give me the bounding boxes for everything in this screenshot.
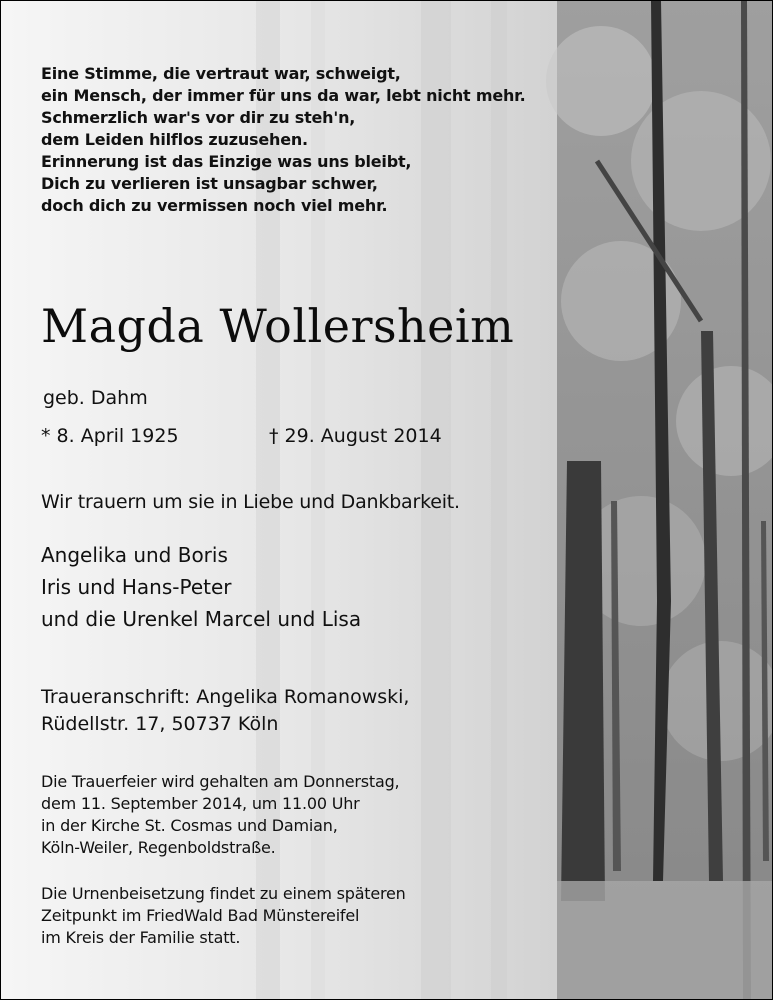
death-date: † 29. August 2014: [269, 425, 442, 447]
burial-line: Zeitpunkt im FriedWald Bad Münstereifel: [41, 906, 360, 925]
ceremony-line: Köln-Weiler, Regenboldstraße.: [41, 838, 276, 857]
deceased-name: Magda Wollersheim: [41, 299, 515, 353]
burial-line: Die Urnenbeisetzung findet zu einem späteren: [41, 884, 406, 903]
family-member: Angelika und Boris: [41, 543, 228, 567]
burial-info: [41, 883, 406, 949]
poem-line: Erinnerung ist das Einzige was uns bleibt,: [41, 152, 412, 171]
ceremony-line: in der Kirche St. Cosmas und Damian,: [41, 816, 338, 835]
birth-date: * 8. April 1925: [41, 425, 179, 447]
poem-line: dem Leiden hilflos zuzusehen.: [41, 130, 308, 149]
family-list: [41, 539, 361, 635]
mourning-line: Wir trauern um sie in Liebe und Dankbarkeit.: [41, 491, 460, 513]
poem-line: Dich zu verlieren ist unsagbar schwer,: [41, 174, 378, 193]
family-member: und die Urenkel Marcel und Lisa: [41, 607, 362, 631]
life-dates: [41, 425, 541, 447]
poem-line: Schmerzlich war's vor dir zu steh'n,: [41, 108, 356, 127]
poem: [41, 63, 561, 217]
poem-line: ein Mensch, der immer für uns da war, lebt nicht mehr.: [41, 86, 526, 105]
mourning-address: [41, 684, 409, 738]
address-line: Traueranschrift: Angelika Romanowski,: [41, 686, 410, 708]
ceremony-line: dem 11. September 2014, um 11.00 Uhr: [41, 794, 360, 813]
ceremony-info: [41, 771, 399, 859]
family-member: Iris und Hans-Peter: [41, 575, 232, 599]
ceremony-line: Die Trauerfeier wird gehalten am Donnerstag,: [41, 772, 400, 791]
address-line: Rüdellstr. 17, 50737 Köln: [41, 713, 279, 735]
poem-line: Eine Stimme, die vertraut war, schweigt,: [41, 64, 401, 83]
birth-name: geb. Dahm: [43, 387, 148, 409]
poem-line: doch dich zu vermissen noch viel mehr.: [41, 196, 388, 215]
burial-line: im Kreis der Familie statt.: [41, 928, 241, 947]
